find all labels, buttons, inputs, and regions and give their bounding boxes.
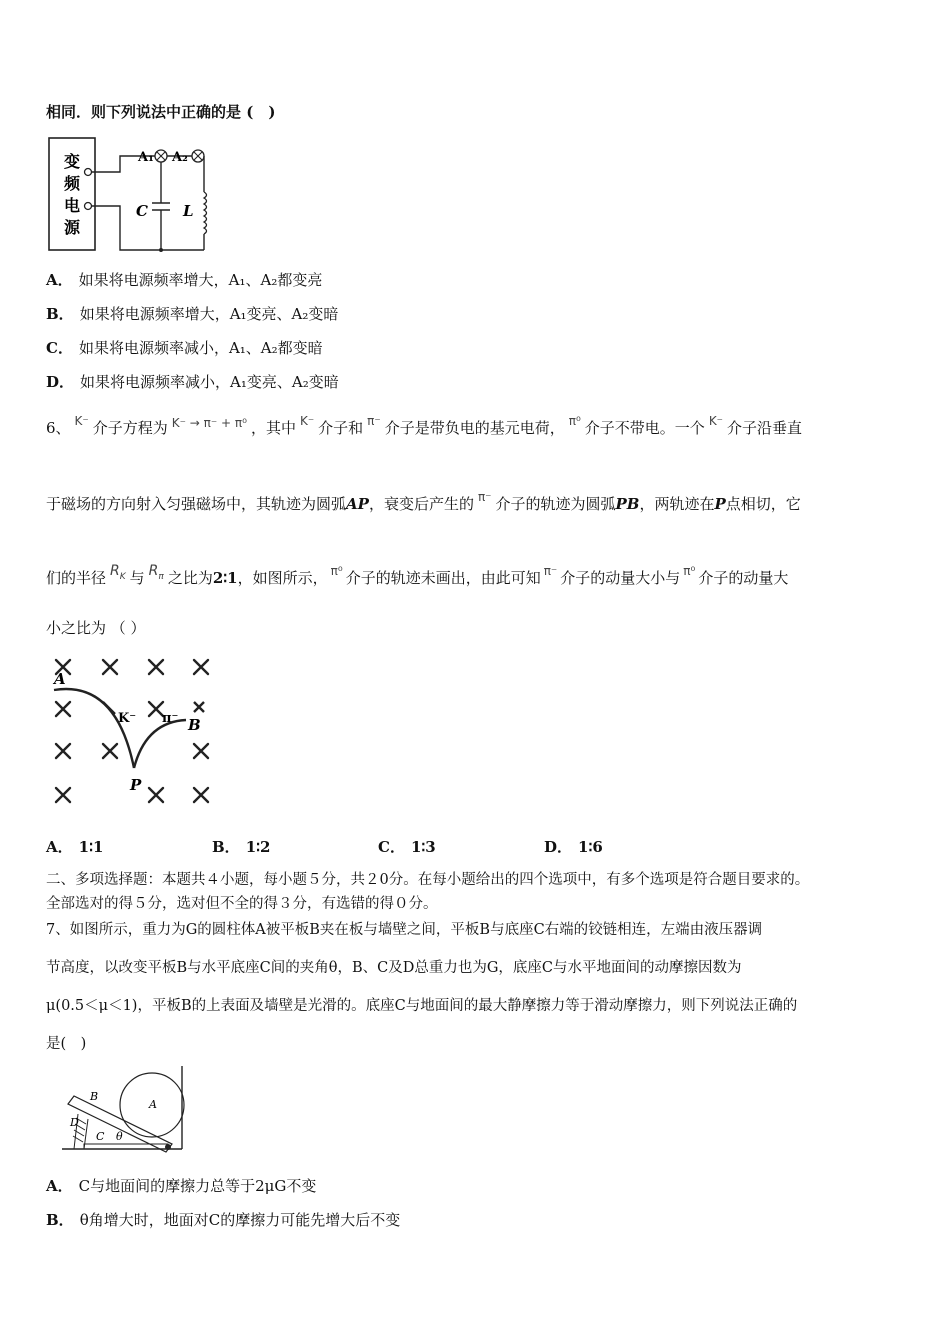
q6-choice-d[interactable]: D． 1∶6 bbox=[544, 838, 603, 856]
q5-option-a[interactable]: A． 如果将电源频率增大，A₁、A₂都变亮 bbox=[46, 271, 323, 289]
label-B: B bbox=[188, 716, 201, 734]
label-K: K⁻ bbox=[118, 711, 137, 726]
source-char-3: 电 bbox=[63, 196, 81, 215]
q7-line-3: μ(0.5＜μ＜1)，平板B的上表面及墙壁是光滑的。底座C与地面间的最大静摩擦力等于滑动摩擦力，则下列说法正确的 bbox=[46, 998, 798, 1014]
q6-choice-a[interactable]: A． 1∶1 bbox=[46, 838, 104, 856]
pi-zero-symbol-3: π⁰ bbox=[683, 564, 696, 578]
label-A: A bbox=[149, 1098, 157, 1111]
section2-line-2: 全部选对的得５分，选对但不全的得３分，有选错的得０分。 bbox=[46, 896, 438, 912]
pi-minus-symbol-2: π⁻ bbox=[477, 490, 492, 504]
k-minus-symbol-2: K⁻ bbox=[299, 414, 315, 428]
q7-option-a[interactable]: A． C与地面间的摩擦力总等于2μG不变 bbox=[46, 1177, 317, 1195]
label-C: C bbox=[96, 1130, 105, 1143]
q7-line-1: 7、如图所示，重力为G的圆柱体A被平板B夹在板与墙壁之间，平板B与底座C右端的铰链相连，左端由液压器调 bbox=[46, 922, 763, 938]
pi-zero-symbol: π⁰ bbox=[568, 414, 581, 428]
k-minus-symbol: K⁻ bbox=[74, 414, 89, 428]
q6-line-2: 于磁场的方向射入匀强磁场中，其轨迹为圆弧AP，衰变后产生的 $^{\pi^-}$ 介子的轨迹为圆弧PB，两轨迹在P点相切，它 bbox=[46, 490, 801, 513]
label-A: A bbox=[54, 670, 66, 688]
q5-circuit-figure bbox=[46, 134, 216, 256]
q6-choices bbox=[46, 836, 710, 857]
label-l: L bbox=[183, 202, 194, 220]
q6-line-3: 们的半径 $R_K$ 与 $R_\pi$ 之比为2∶1，如图所示， $^{\pi^0}$ 介子的轨迹未画出，由此可知 $^{\pi^-}$ 介子的动量大小与 $^{\pi^0}$ 介子的动量大 bbox=[46, 563, 789, 587]
q5-option-b[interactable]: B． 如果将电源频率增大，A₁变亮、A₂变暗 bbox=[46, 305, 339, 323]
label-theta: θ bbox=[116, 1130, 123, 1143]
source-char-4: 源 bbox=[63, 218, 81, 237]
q5-stem: 相同．则下列说法中正确的是 ( ) bbox=[46, 103, 276, 121]
label-a2: A₂ bbox=[172, 150, 188, 165]
label-pi: π⁻ bbox=[162, 711, 179, 726]
q7-option-b[interactable]: B． θ角增大时，地面对C的摩擦力可能先增大后不变 bbox=[46, 1211, 401, 1229]
q7-line-4: 是( ) bbox=[46, 1036, 87, 1052]
pi-zero-symbol-2: π⁰ bbox=[330, 564, 343, 578]
label-B: B bbox=[90, 1090, 99, 1103]
q6-choice-c[interactable]: C． 1∶3 bbox=[378, 838, 436, 856]
pi-minus-symbol: π⁻ bbox=[367, 414, 381, 428]
label-a1: A₁ bbox=[138, 150, 154, 165]
label-D: D bbox=[70, 1116, 79, 1129]
decay-equation: K⁻ → π⁻ + π⁰ bbox=[171, 416, 247, 430]
label-P: P bbox=[130, 776, 142, 794]
q6-choice-b[interactable]: B． 1∶2 bbox=[212, 838, 271, 856]
q5-option-d[interactable]: D． 如果将电源频率减小，A₁变亮、A₂变暗 bbox=[46, 373, 339, 391]
q6-line-4: 小之比为 （ ） bbox=[46, 619, 146, 637]
q7-line-2: 节高度，以改变平板B与水平底座C间的夹角θ，B、C及D总重力也为G，底座C与水平地面间的动摩擦因数为 bbox=[46, 960, 742, 976]
q5-option-c[interactable]: C． 如果将电源频率减小，A₁、A₂都变暗 bbox=[46, 339, 323, 357]
source-char-1: 变 bbox=[63, 152, 81, 171]
source-char-2: 频 bbox=[63, 174, 81, 193]
q6-line-1: 6、 $^{K^-}$ 介子方程为 $^{K^- \to \pi^- + \pi^0}$ ，其中 $^{K^-}$ 介子和 $^{\pi^-}$ 介子是带负电的基元电荷， $^{\pi^0}$ 介子不带电。一个 $^{K^-}$ 介子沿垂直 bbox=[46, 414, 803, 437]
label-c: C bbox=[136, 202, 148, 220]
q6-field-figure bbox=[46, 650, 226, 818]
q7-figure bbox=[46, 1062, 196, 1158]
k-minus-symbol-3: K⁻ bbox=[708, 414, 724, 428]
pi-minus-symbol-3: π⁻ bbox=[543, 564, 558, 578]
section2-line-1: 二、多项选择题：本题共４小题，每小题５分，共２0分。在每小题给出的四个选项中，有多个选项是符合题目要求的。 bbox=[46, 872, 810, 888]
